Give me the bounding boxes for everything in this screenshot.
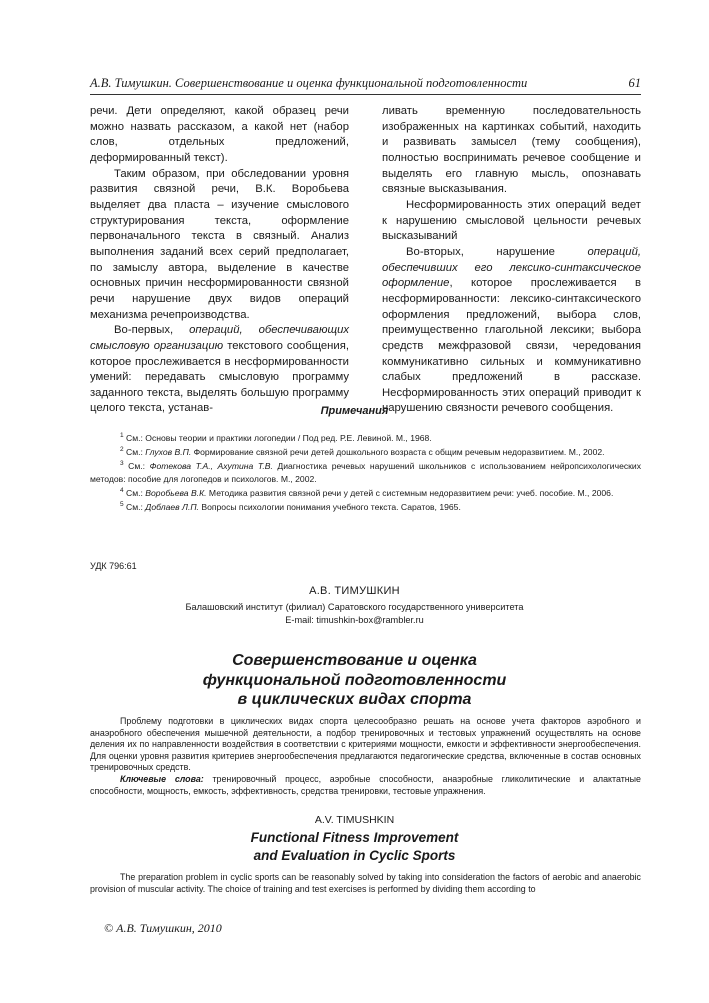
note-text: Вопросы психологии понимания учебного текста. Саратов, 1965. <box>198 502 461 512</box>
note-item <box>90 432 641 445</box>
keywords-text: тренировочный процесс, аэробные способности, анаэробные гликолитические и алактатные способности, мощность, емкость, эффективность, средства тренировки, тестовые упражнения. <box>90 773 641 796</box>
note-number: 4 <box>120 487 124 495</box>
author-name-ru: А.В. ТИМУШКИН <box>309 585 400 597</box>
note-text: Методика развития связной речи у детей с системным недоразвитием речи: учеб. пособие. М., 2006. <box>206 488 614 498</box>
author-email: E-mail: timushkin-box@rambler.ru <box>285 615 424 625</box>
note-text: Диагностика речевых нарушений школьников с использованием нейропсихологических методов: пособие для логопедов и психологов. М., 2002. <box>90 461 642 484</box>
note-author: Фотекова Т.А., Ахутина Т.В. <box>149 461 273 471</box>
paragraph-text: , которое прослеживается в несформированности: лексико-синтаксического оформления предложений, выбора слов, преимущественно глагольной лексики; выбора средств межфразовой связи, чередования коммуникативно сильных и коммуникативно слабых предложений в рассказе. Несформированность этих операций приводит к нарушению связности речевого сообщения. <box>382 277 641 415</box>
title-line: Functional Fitness Improvement <box>250 830 459 845</box>
body-column-left <box>90 104 349 417</box>
emphasis-text: операций, обеспечивших его лексико-синтаксическое оформление <box>382 245 641 290</box>
note-number: 1 <box>120 432 124 440</box>
title-line: Совершенствование и оценка <box>232 652 477 669</box>
abstract-text: Проблему подготовки в циклических видах спорта целесообразно решать на основе учета факторов аэробного и анаэробного обеспечения мышечной деятельности, а подбор тренировочных и тестовых упражнений осуществлять на основе деления их по направленности воздействия в соответствии с критериями мощности, емкости и эффективности энергообеспечения. Для оценки уровня развития критериев энергообеспечения предлагаются педагогические средства, включенные в состав основных тренировочных средств. <box>90 716 641 773</box>
title-line: функциональной подготовленности <box>202 671 507 689</box>
keywords-label: Ключевые слова: <box>120 773 204 784</box>
note-text: См.: <box>126 488 146 498</box>
paragraph-text: текстового сообщения, которое прослеживается в несформированности умений: передавать смысловую программу заданного текста, выделять большую программу целого текста, устанав- <box>90 339 349 415</box>
page-number: 61 <box>628 76 641 90</box>
affiliation-text: Балашовский институт (филиал) Саратовского государственного университета <box>185 602 524 612</box>
note-number: 3 <box>120 460 124 468</box>
paragraph <box>382 245 641 417</box>
article-title-ru <box>0 651 709 710</box>
notes-list <box>90 432 641 515</box>
note-item <box>90 501 641 514</box>
title-line: and Evaluation in Cyclic Sports <box>253 848 456 863</box>
author-affiliation <box>0 601 709 627</box>
keywords <box>90 774 641 797</box>
note-author: Доблаев Л.П. <box>145 502 199 512</box>
article-title-en <box>0 829 709 865</box>
running-head-title: А.В. Тимушкин. Совершенствование и оценка функциональной подготовленности <box>90 76 528 90</box>
note-item <box>90 487 641 500</box>
body-column-right <box>382 104 641 417</box>
note-item <box>90 446 641 459</box>
title-line: в циклических видах спорта <box>237 691 472 708</box>
header-rule <box>90 94 641 95</box>
note-author: Воробьева В.К. <box>145 488 207 498</box>
paragraph: Несформированность этих операций ведет к нарушению смысловой цельности речевых высказываний <box>382 198 641 243</box>
note-text: Формирование связной речи детей дошкольного возраста с общим речевым недоразвитием. М., 2002. <box>191 447 605 457</box>
note-number: 5 <box>120 501 124 509</box>
abstract-text: The preparation problem in cyclic sports can be reasonably solved by taking into consideration the factors of aerobic and anaerobic provision of muscular activity. The choice of training and test exercises is performed by dividing them according to <box>90 872 641 894</box>
note-item <box>90 460 641 486</box>
note-text: См.: <box>126 502 146 512</box>
paragraph-text: Во-первых, <box>114 324 190 337</box>
note-author: Глухов В.П. <box>145 447 192 457</box>
udk-code: УДК 796:61 <box>90 561 137 571</box>
abstract-ru <box>90 716 641 797</box>
author-name-en: A.V. TIMUSHKIN <box>314 814 395 826</box>
note-text: См.: <box>126 447 146 457</box>
emphasis-text: операций, обеспечивающих смысловую организацию <box>90 324 349 352</box>
paragraph: ливать временную последовательность изображенных на картинках событий, находить и развивать замысел (тему сообщения), полностью воспринимать речевое сообщение и выделять его главную мысль, опознавать связные высказывания. <box>382 105 641 196</box>
paragraph: речи. Дети определяют, какой образец речи можно назвать рассказом, а какой нет (набор слов, отдельных предложений, деформированный текст). <box>90 105 349 164</box>
note-number: 2 <box>120 446 124 454</box>
paragraph-text: Во-вторых, нарушение <box>406 245 588 258</box>
note-text: См.: <box>128 461 150 471</box>
notes-heading: Примечания <box>320 405 389 417</box>
paragraph: Таким образом, при обследовании уровня развития связной речи, В.К. Воробьева выделяет два пласта – изучение смыслового структурирования текста, оформление первоначального текста в связный. Анализ выполнения заданий всех серий предполагает, по замыслу автора, выделение в качестве основных причин несформированности связной речи нарушение двух видов операций механизма речепроизводства. <box>90 167 349 321</box>
abstract-en <box>90 872 641 895</box>
note-text: См.: Основы теории и практики логопедии / Под ред. Р.Е. Левиной. М., 1968. <box>126 433 432 443</box>
paragraph <box>90 323 349 417</box>
copyright: © А.В. Тимушкин, 2010 <box>104 921 222 935</box>
running-head <box>90 76 641 92</box>
